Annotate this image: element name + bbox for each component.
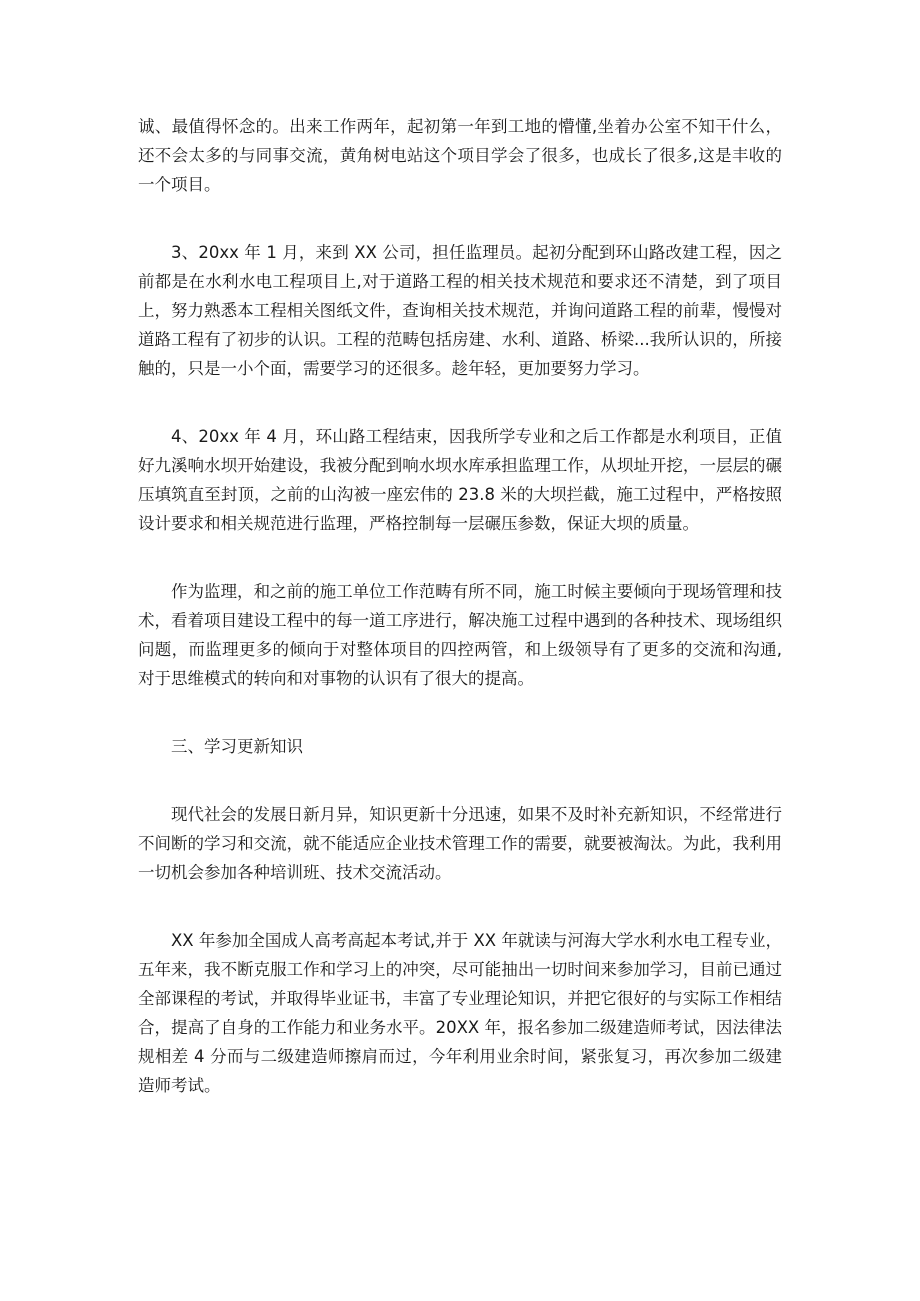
paragraph-item-3: 3、20xx 年 1 月，来到 XX 公司，担任监理员。起初分配到环山路改建工程，因之前都是在水利水电工程项目上,对于道路工程的相关技术规范和要求还不清楚，到了项目上，努力熟悉本工程相关图纸文件，查询相关技术规范，并询问道路工程的前辈，慢慢对道路工程有了初步的认识。工程的范畴包括房建、水利、道路、桥梁...我所认识的，所接触的，只是一小个面，需要学习的还很多。趁年轻，更加要努力学习。 — [138, 243, 782, 378]
paragraph-continuation: 诚、最值得怀念的。出来工作两年，起初第一年到工地的懵懂,坐着办公室不知干什么，还不会太多的与同事交流，黄角树电站这个项目学会了很多，也成长了很多,这是丰收的一个项目。 — [138, 117, 782, 194]
paragraph-education: XX 年参加全国成人高考高起本考试,并于 XX 年就读与河海大学水利水电工程专业，五年来，我不断克服工作和学习上的冲突，尽可能抽出一切时间来参加学习，目前已通过全部课程的考试，并取得毕业证书，丰富了专业理论知识，并把它很好的与实际工作相结合，提高了自身的工作能力和业务水平。20XX 年，报名参加二级建造师考试，因法律法规相差 4 分而与二级建造师擦肩而过，今年利用业余时间，紧张复习，再次参加二级建造师考试。 — [138, 931, 782, 1095]
section-heading: 三、学习更新知识 — [171, 737, 303, 756]
paragraph-item-4: 4、20xx 年 4 月，环山路工程结束，因我所学专业和之后工作都是水利项目，正值好九溪响水坝开始建设，我被分配到响水坝水库承担监理工作，从坝址开挖，一层层的碾压填筑直至封顶，之前的山沟被一座宏伟的 23.8 米的大坝拦截，施工过程中，严格按照设计要求和相关规范进行监理，严格控制每一层碾压参数，保证大坝的质量。 — [138, 427, 782, 533]
paragraph-learning-intro: 现代社会的发展日新月异，知识更新十分迅速，如果不及时补充新知识，不经常进行不间断的学习和交流，就不能适应企业技术管理工作的需要，就要被淘汰。为此，我利用一切机会参加各种培训班、技术交流活动。 — [138, 805, 782, 882]
paragraph-supervision: 作为监理，和之前的施工单位工作范畴有所不同，施工时候主要倾向于现场管理和技术，看着项目建设工程中的每一道工序进行，解决施工过程中遇到的各种技术、现场组织问题，而监理更多的倾向于对整体项目的四控两管，和上级领导有了更多的交流和沟通,对于思维模式的转向和对事物的认识有了很大的提高。 — [138, 582, 782, 688]
